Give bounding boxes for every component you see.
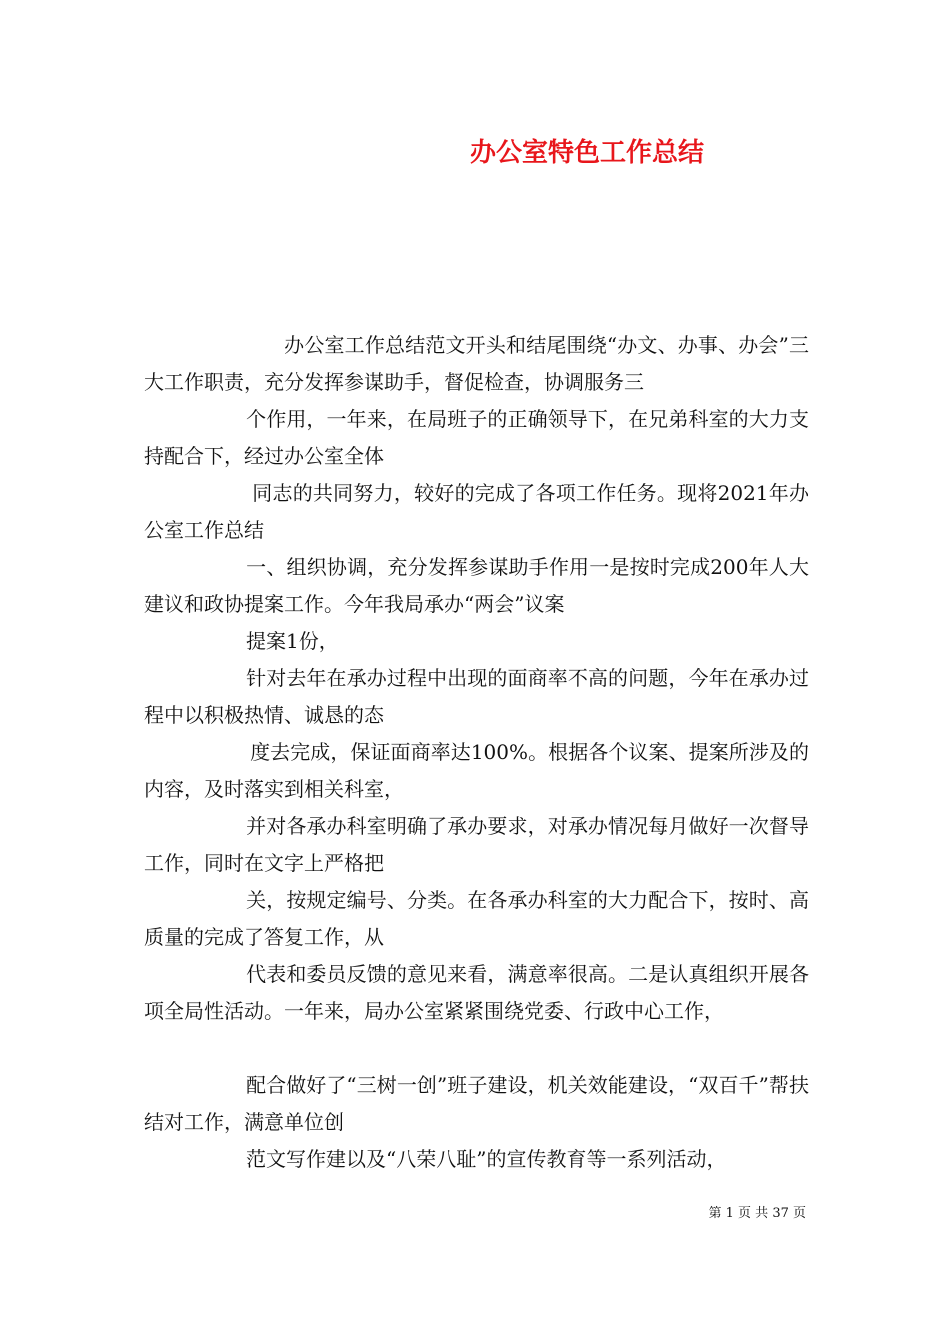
paragraph: 提案1份， [246,629,339,653]
document-title: 办公室特色工作总结 [470,138,705,168]
paragraph: 度去完成，保证面商率达100%。根据各个议案、提案所涉及的内容，及时落实到相关科室， [144,740,809,801]
paragraph: 办公室工作总结范文开头和结尾围绕“办文、办事、办会”三大工作职责，充分发挥参谋助手，督促检查，协调服务三 [144,333,809,394]
page-number: 第 1 页 共 37 页 [708,1206,806,1221]
paragraph: 关，按规定编号、分类。在各承办科室的大力配合下，按时、高质量的完成了答复工作，从 [144,888,809,949]
paragraph: 配合做好了“三树一创”班子建设，机关效能建设，“双百千”帮扶结对工作，满意单位创 [144,1073,809,1134]
paragraph: 个作用，一年来，在局班子的正确领导下，在兄弟科室的大力支持配合下，经过办公室全体 [144,407,809,468]
paragraph: 一、组织协调，充分发挥参谋助手作用一是按时完成200年人大建议和政协提案工作。今年我局承办“两会”议案 [144,555,809,616]
paragraph: 同志的共同努力，较好的完成了各项工作任务。现将2021年办公室工作总结 [144,481,809,542]
paragraph: 针对去年在承办过程中出现的面商率不高的问题，今年在承办过程中以积极热情、诚恳的态 [144,666,809,727]
paragraph: 并对各承办科室明确了承办要求，对承办情况每月做好一次督导工作，同时在文字上严格把 [144,814,809,875]
paragraph: 范文写作建以及“八荣八耻”的宣传教育等一系列活动， [246,1147,727,1171]
paragraph: 代表和委员反馈的意见来看，满意率很高。二是认真组织开展各项全局性活动。一年来，局办公室紧紧围绕党委、行政中心工作， [144,962,809,1023]
